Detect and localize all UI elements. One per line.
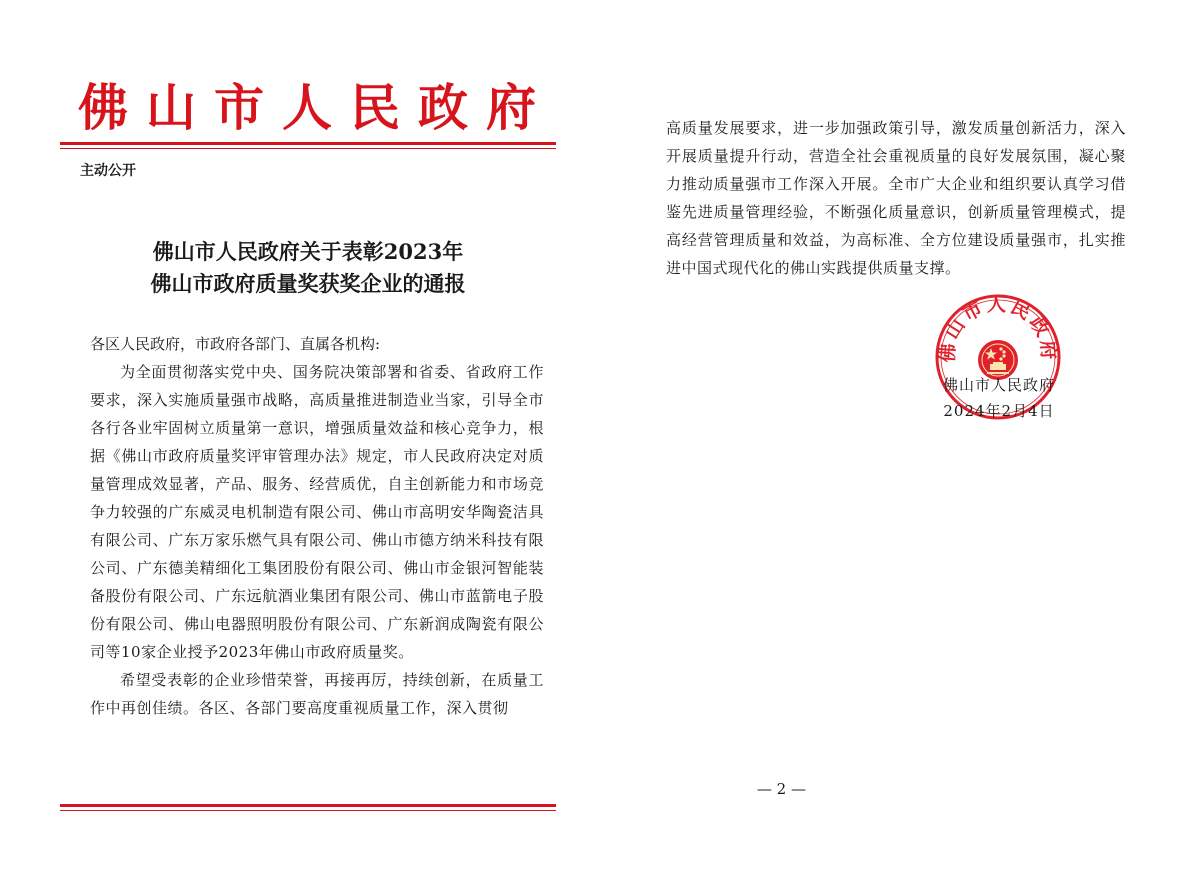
right-page bbox=[600, 0, 1200, 872]
body-text-left bbox=[90, 358, 544, 722]
issue-date: 2024年2月4日 bbox=[943, 402, 1055, 420]
disclosure-label: 主动公开 bbox=[80, 163, 136, 179]
paragraph-2-continued: 高质量发展要求，进一步加强政策引导，激发质量创新活力，深入开展质量提升行动，营造全社会重视质量的良好发展氛围，凝心聚力推动质量强市工作深入开展。全市广大企业和组织要认真学习借鉴先进质量管理经验，不断强化质量意识，创新质量管理模式，提高经营管理质量和效益，为高标准、全方位建设质量强市，扎实推进中国式现代化的佛山实践提供质量支撑。 bbox=[666, 119, 1126, 277]
page-number: — 2 — bbox=[756, 780, 806, 798]
masthead-title: 佛山市人民政府 bbox=[78, 78, 554, 137]
signature-block bbox=[934, 372, 1064, 424]
paragraph-1: 为全面贯彻落实党中央、国务院决策部署和省委、省政府工作要求，深入实施质量强市战略，高质量推进制造业当家，引导全市各行各业牢固树立质量第一意识，增强质量效益和核心竞争力，根据《佛山市政府质量奖评审管理办法》规定，市人民政府决定对质量管理成效显著，产品、服务、经营质优，自主创新能力和市场竞争力较强的广东威灵电机制造有限公司、佛山市高明安华陶瓷洁具有限公司、广东万家乐燃气具有限公司、佛山市德方纳米科技有限公司、广东德美精细化工集团股份有限公司、佛山市金银河智能装备股份有限公司、广东远航酒业集团有限公司、佛山市蓝箭电子股份有限公司、佛山电器照明股份有限公司、广东新润成陶瓷有限公司等10家企业授予2023年佛山市政府质量奖。 bbox=[90, 363, 544, 661]
footer-red-rule bbox=[60, 804, 556, 811]
issuer-name: 佛山市人民政府 bbox=[942, 376, 1055, 394]
title-line-2: 佛山市政府质量奖获奖企业的通报 bbox=[150, 271, 466, 296]
document-title bbox=[60, 236, 556, 300]
masthead-red-rule bbox=[60, 142, 556, 149]
title-line-1: 佛山市人民政府关于表彰2023年 bbox=[152, 239, 464, 264]
body-text-right bbox=[666, 114, 1126, 282]
salutation: 各区人民政府，市政府各部门、直属各机构: bbox=[90, 335, 381, 353]
seal-text: 佛山市人民政府 bbox=[936, 293, 1060, 364]
paragraph-2-start: 希望受表彰的企业珍惜荣誉，再接再厉，持续创新，在质量工作中再创佳绩。各区、各部门要高度重视质量工作，深入贯彻 bbox=[90, 671, 544, 717]
